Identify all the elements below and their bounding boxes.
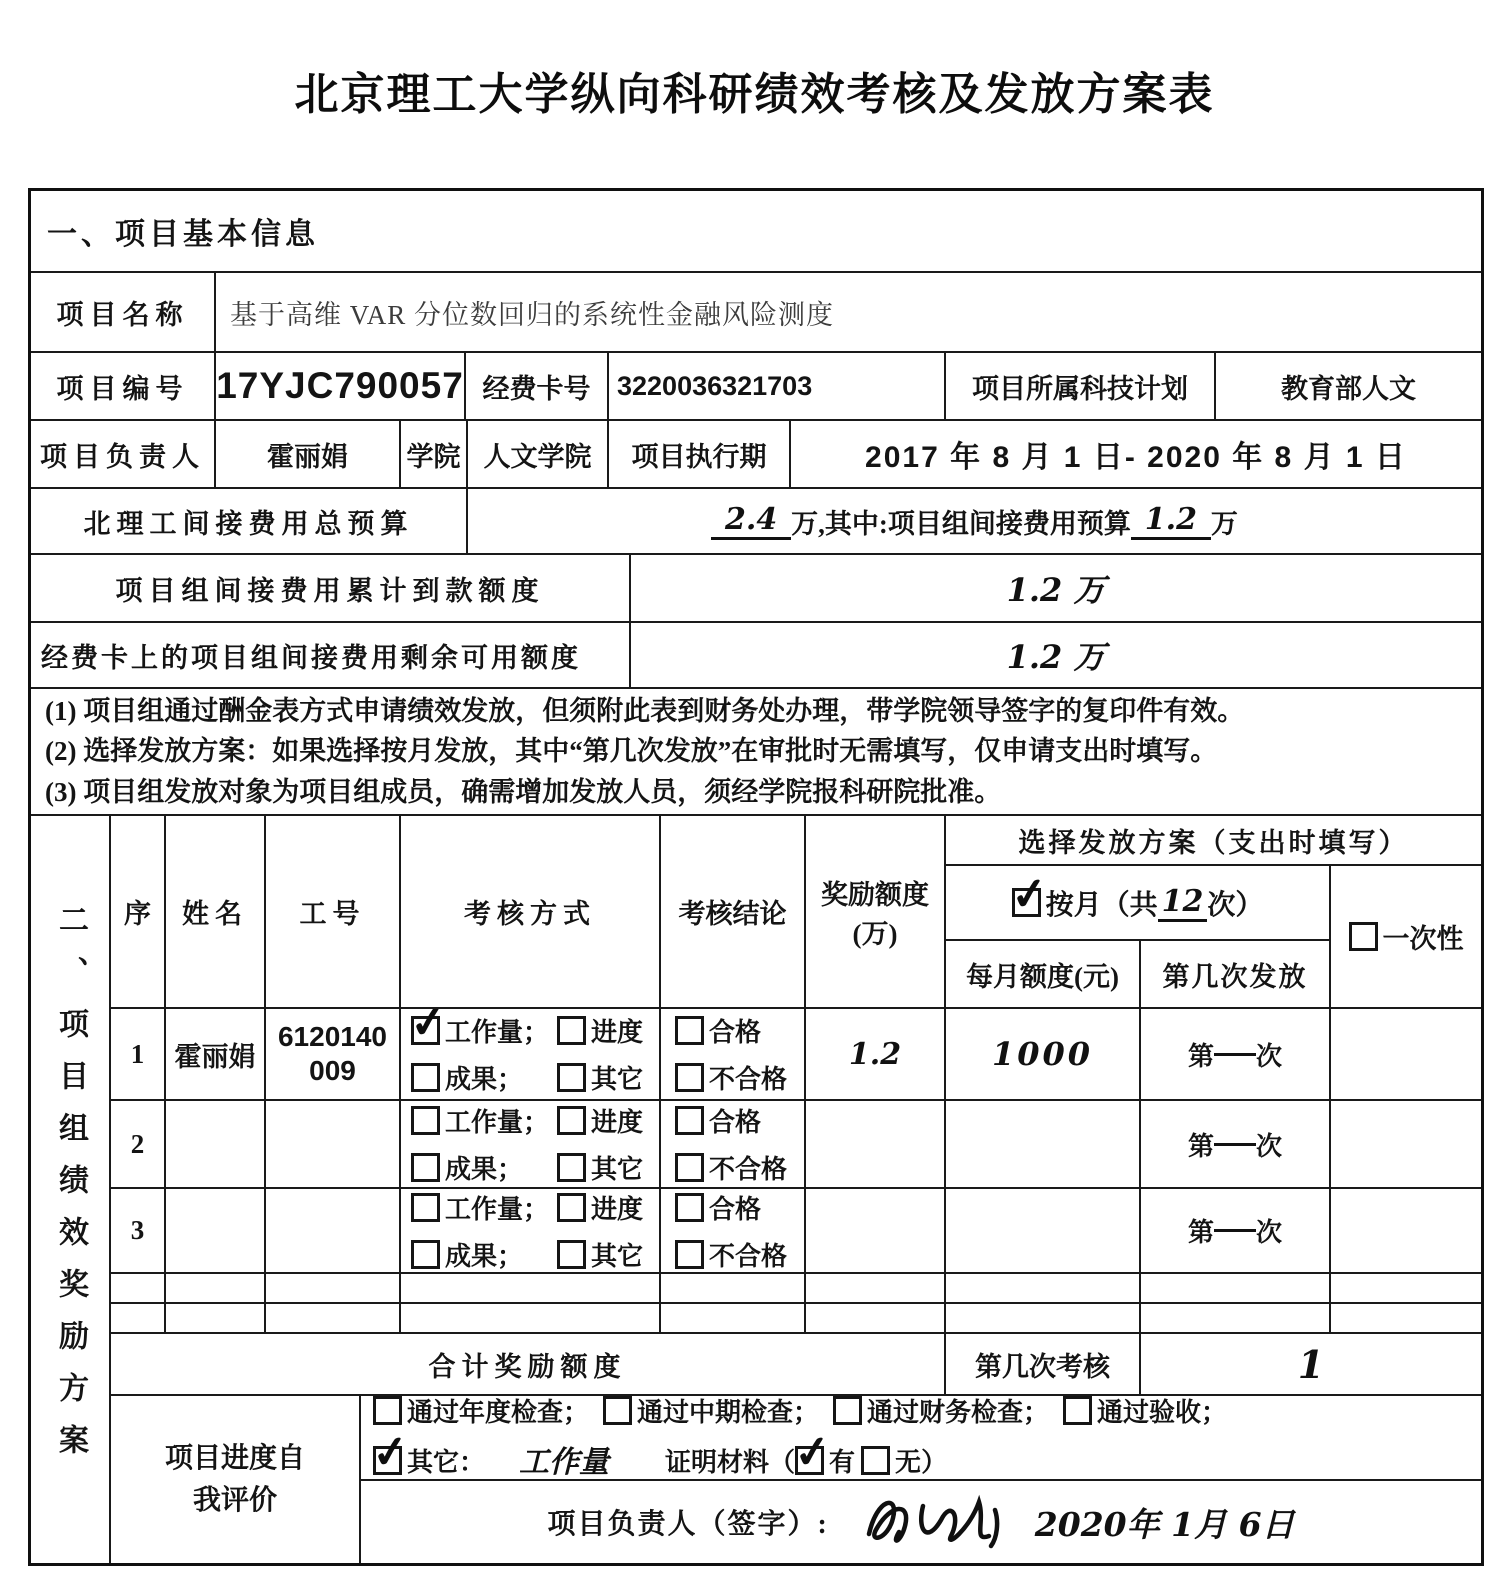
budget-group-entry[interactable]: 1.2	[1131, 502, 1211, 540]
plan-header: 选择发放方案（支出时填写）	[946, 816, 1481, 866]
row3-method: 工作量； 进度 成果； 其它	[401, 1189, 661, 1274]
nth-assessment-label: 第几次考核	[946, 1334, 1141, 1396]
empty-cell	[1141, 1304, 1331, 1334]
row2-conclusion: 合格 不合格	[661, 1101, 806, 1189]
self-evaluation-label: 项目进度自我评价	[111, 1396, 361, 1563]
row2-name[interactable]	[166, 1101, 266, 1189]
col-header-staff-id: 工号	[266, 816, 401, 1009]
row1-workload-checkbox[interactable]	[411, 1016, 440, 1045]
monthly-label-suffix: 次）	[1207, 889, 1264, 921]
notes-block	[31, 689, 1481, 816]
college-value: 人文学院	[468, 421, 609, 489]
signature-label: 项目负责人（签字）:	[547, 1509, 829, 1540]
budget-unit-text: 万	[1210, 508, 1238, 539]
total-amount-label: 合计奖励额度	[111, 1334, 946, 1396]
college-label: 学院	[401, 421, 468, 489]
arrived-label: 项目组间接费用累计到款额度	[31, 555, 631, 623]
row1-monthly-amount[interactable]: 1000	[946, 1009, 1141, 1101]
col-header-conclusion: 考核结论	[661, 816, 806, 1009]
row3-staff-id[interactable]	[266, 1189, 401, 1274]
remaining-value[interactable]: 1.2 万	[631, 623, 1481, 689]
project-name-label: 项目名称	[31, 273, 216, 353]
remaining-label: 经费卡上的项目组间接费用剩余可用额度	[31, 623, 631, 689]
row3-amount[interactable]	[806, 1189, 946, 1274]
note-1: (1) 项目组通过酬金表方式申请绩效发放，但须附此表到财务处办理，带学院领导签字的复印件有效。	[45, 695, 1245, 726]
monthly-checkbox[interactable]	[1012, 888, 1041, 917]
row3-nth-payment[interactable]: 第 次	[1141, 1189, 1331, 1274]
row2-seq: 2	[111, 1101, 166, 1189]
row2-result-checkbox[interactable]	[411, 1153, 440, 1182]
row2-pass-checkbox[interactable]	[675, 1106, 704, 1135]
row1-staff-id[interactable]: 6120140009	[266, 1009, 401, 1101]
budget-mid-text: 万,其中:项目组间接费用预算	[791, 508, 1131, 539]
empty-cell	[401, 1304, 661, 1334]
row1-name[interactable]: 霍丽娟	[166, 1009, 266, 1101]
row2-monthly-amount[interactable]	[946, 1101, 1141, 1189]
empty-cell	[946, 1274, 1141, 1304]
row1-nth-payment[interactable]: 第 次	[1141, 1009, 1331, 1101]
row1-amount[interactable]: 1.2	[806, 1009, 946, 1101]
empty-cell	[946, 1304, 1141, 1334]
budget-value	[468, 489, 1481, 555]
row1-pass-checkbox[interactable]	[675, 1016, 704, 1045]
nth-payment-header: 第几次发放	[1141, 941, 1331, 1009]
arrived-value[interactable]: 1.2 万	[631, 555, 1481, 623]
row1-fail-checkbox[interactable]	[675, 1063, 704, 1092]
row1-other-checkbox[interactable]	[557, 1063, 586, 1092]
other-entry[interactable]: 工作量	[485, 1437, 643, 1482]
finance-check-checkbox[interactable]	[833, 1396, 862, 1425]
empty-cell	[661, 1304, 806, 1334]
annual-check-checkbox[interactable]	[373, 1396, 402, 1425]
form-title: 北京理工大学纵向科研绩效考核及发放方案表	[294, 70, 1215, 119]
period-label: 项目执行期	[609, 421, 791, 489]
empty-cell	[806, 1274, 946, 1304]
evidence-none-checkbox[interactable]	[861, 1446, 890, 1475]
leader-label: 项目负责人	[31, 421, 216, 489]
row1-method: ✓ 工作量； 进度 成果； 其它	[401, 1009, 661, 1101]
budget-label: 北理工间接费用总预算	[31, 489, 468, 555]
row2-workload-checkbox[interactable]	[411, 1106, 440, 1135]
section1-heading: 一、项目基本信息	[31, 191, 1481, 273]
empty-cell	[1331, 1304, 1481, 1334]
midterm-check-checkbox[interactable]	[603, 1396, 632, 1425]
project-name-value: 基于高维 VAR 分位数回归的系统性金融风险测度	[216, 273, 1481, 353]
row3-result-checkbox[interactable]	[411, 1240, 440, 1269]
nth-assessment-value[interactable]: 1	[1141, 1334, 1481, 1396]
row1-once[interactable]	[1331, 1009, 1481, 1101]
note-3: (3) 项目组发放对象为项目组成员，确需增加发放人员，须经学院报科研院批准。	[45, 776, 1002, 807]
row2-fail-checkbox[interactable]	[675, 1153, 704, 1182]
leader-signature	[847, 1486, 1017, 1558]
row3-fail-checkbox[interactable]	[675, 1240, 704, 1269]
project-no-label: 项目编号	[31, 353, 216, 421]
empty-cell	[266, 1274, 401, 1304]
row2-nth-payment[interactable]: 第 次	[1141, 1101, 1331, 1189]
empty-cell	[661, 1274, 806, 1304]
tech-plan-value: 教育部人文	[1216, 353, 1481, 421]
monthly-amount-header: 每月额度(元)	[946, 941, 1141, 1009]
empty-cell	[806, 1304, 946, 1334]
empty-cell	[166, 1304, 266, 1334]
col-header-seq: 序	[111, 816, 166, 1009]
row3-conclusion: 合格 不合格	[661, 1189, 806, 1274]
section2-vertical-label: 二、项目组绩效奖励方案	[31, 816, 111, 1563]
budget-total-entry[interactable]: 2.4	[711, 502, 791, 540]
row3-once[interactable]	[1331, 1189, 1481, 1274]
col-header-amount: 奖励额度 (万)	[806, 816, 946, 1009]
evaluation-checks-cell: 通过年度检查； 通过中期检查； 通过财务检查； 通过验收； ✓ 其它： 工作量 证明材料（ ✓ 有 无 ）	[361, 1396, 1481, 1481]
monthly-option-cell	[946, 866, 1331, 941]
period-value: 2017 年 8 月 1 日- 2020 年 8 月 1 日	[791, 421, 1481, 489]
row3-other-checkbox[interactable]	[557, 1240, 586, 1269]
row3-pass-checkbox[interactable]	[675, 1193, 704, 1222]
form-table	[28, 188, 1484, 1566]
once-option-cell	[1331, 866, 1481, 1009]
signature-row	[361, 1481, 1481, 1563]
acceptance-check-checkbox[interactable]	[1063, 1396, 1092, 1425]
once-label: 一次性	[1382, 924, 1464, 954]
row3-workload-checkbox[interactable]	[411, 1193, 440, 1222]
empty-cell	[1141, 1274, 1331, 1304]
col-header-method: 考核方式	[401, 816, 661, 1009]
row3-name[interactable]	[166, 1189, 266, 1274]
other-check-checkbox[interactable]	[373, 1446, 402, 1475]
row2-staff-id[interactable]	[266, 1101, 401, 1189]
empty-cell	[401, 1274, 661, 1304]
col-header-name: 姓名	[166, 816, 266, 1009]
row3-seq: 3	[111, 1189, 166, 1274]
tech-plan-label: 项目所属科技计划	[946, 353, 1216, 421]
row2-once[interactable]	[1331, 1101, 1481, 1189]
monthly-label: 按月（共	[1045, 889, 1158, 921]
monthly-count-entry[interactable]: 12	[1158, 884, 1208, 922]
fund-card-value: 3220036321703	[609, 353, 946, 421]
leader-name: 霍丽娟	[216, 421, 401, 489]
row1-conclusion: 合格 不合格	[661, 1009, 806, 1101]
evidence-have-checkbox[interactable]	[795, 1446, 824, 1475]
row2-progress-checkbox[interactable]	[557, 1106, 586, 1135]
signature-date[interactable]: 2020年 1月 6日	[1034, 1504, 1295, 1544]
row2-other-checkbox[interactable]	[557, 1153, 586, 1182]
row2-amount[interactable]	[806, 1101, 946, 1189]
empty-cell	[111, 1274, 166, 1304]
empty-cell	[1331, 1274, 1481, 1304]
empty-cell	[266, 1304, 401, 1334]
row1-seq: 1	[111, 1009, 166, 1101]
fund-card-label: 经费卡号	[466, 353, 609, 421]
row1-result-checkbox[interactable]	[411, 1063, 440, 1092]
row3-progress-checkbox[interactable]	[557, 1193, 586, 1222]
row3-monthly-amount[interactable]	[946, 1189, 1141, 1274]
row1-progress-checkbox[interactable]	[557, 1016, 586, 1045]
note-2: (2) 选择发放方案：如果选择按月发放，其中“第几次发放”在审批时无需填写，仅申请支出时填写。	[45, 736, 1218, 767]
row2-method: 工作量； 进度 成果； 其它	[401, 1101, 661, 1189]
empty-cell	[166, 1274, 266, 1304]
once-checkbox[interactable]	[1349, 922, 1378, 951]
empty-cell	[111, 1304, 166, 1334]
project-no-value: 17YJC790057	[216, 353, 466, 421]
